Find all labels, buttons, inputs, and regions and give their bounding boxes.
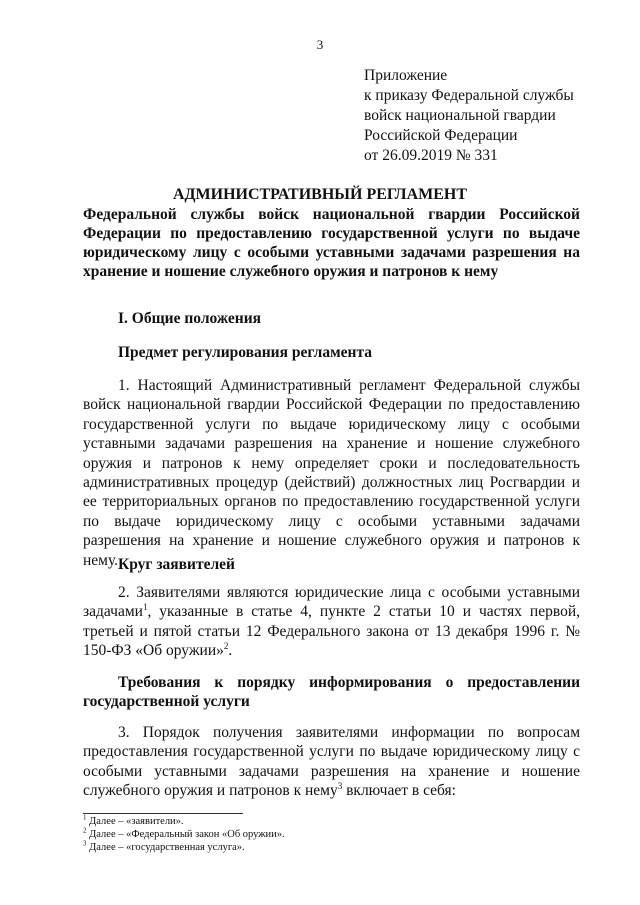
appendix-line: Российской Федерации — [364, 127, 518, 144]
footnote-mark: 3 — [83, 839, 87, 848]
footnote — [83, 815, 285, 828]
footnote-text: Далее – «Федеральный закон «Об оружии». — [86, 829, 285, 840]
footnote-ref[interactable]: 1 — [142, 602, 148, 613]
document-title: АДМИНИСТРАТИВНЫЙ РЕГЛАМЕНТ — [172, 186, 468, 203]
paragraph-2-text: 2. Заявителями являются юридические лица с особыми уставными задачами — [83, 584, 580, 621]
footnotes — [83, 815, 285, 854]
paragraph-3 — [83, 723, 580, 801]
paragraph-3-text: 3. Порядок получения заявителями информации по вопросам предоставления государственной услуги по выдаче юридическому лицу с особыми уставными задачами разрешения на хранение и ношение служебного оружия и патронов к нему — [83, 724, 580, 800]
footnote-separator — [83, 813, 243, 814]
info-heading — [83, 673, 580, 711]
paragraph-1 — [83, 376, 580, 570]
applicants-heading: Круг заявителей — [118, 556, 235, 573]
section-heading: I. Общие положения — [118, 310, 262, 327]
page-number: 3 — [316, 37, 324, 52]
footnote-mark: 1 — [83, 813, 87, 822]
paragraph-2 — [83, 583, 580, 661]
footnote-mark: 2 — [83, 826, 87, 835]
appendix-block — [364, 66, 574, 166]
paragraph-2-text: , указанные в статье 4, пункте 2 статьи 10 и частях первой, третьей и пятой статьи 12 Федерального закона от 13 декабря 1996 г. № 150-ФЗ «Об оружии» — [83, 603, 580, 660]
appendix-line: к приказу Федеральной службы — [364, 87, 574, 104]
info-heading-text: Требования к порядку информирования о предоставлении государственной услуги — [83, 674, 580, 710]
appendix-line: войск национальной гвардии — [364, 107, 556, 124]
footnote-ref[interactable]: 2 — [223, 641, 229, 652]
document-subtitle: Федеральной службы войск национальной гвардии Российской Федерации по предоставлению государственной услуги по выдаче юридическому лицу с особыми уставными задачами разрешения на хранение и ношение служебного оружия и патронов к нему — [83, 206, 580, 280]
footnote — [83, 841, 285, 854]
paragraph-2-text: . — [228, 642, 233, 660]
subsection-heading: Предмет регулирования регламента — [118, 344, 372, 361]
paragraph-3-text: включает в себя: — [342, 782, 456, 800]
footnote — [83, 828, 285, 841]
footnote-text: Далее – «государственная услуга». — [86, 842, 245, 853]
footnote-text: Далее – «заявители». — [86, 816, 184, 827]
appendix-line: Приложение — [364, 67, 448, 84]
appendix-line: от 26.09.2019 № 331 — [364, 147, 498, 164]
paragraph-1-text: 1. Настоящий Административный регламент Федеральной службы войск национальной гвардии Российской Федерации по предоставлению государственной услуги по выдаче юридическому лицу с особыми уставными задачами разрешения на хранение и ношение служебного оружия и патронов к нему определяет сроки и последовательность административных процедур (действий) должностных лиц Росгвардии и ее территориальных органов по предоставлению государственной услуги по выдаче юридическому лицу с особыми уставными задачами разрешения на хранение и ношение служебного оружия и патронов к нему. — [83, 377, 580, 569]
footnote-ref[interactable]: 3 — [337, 781, 343, 792]
